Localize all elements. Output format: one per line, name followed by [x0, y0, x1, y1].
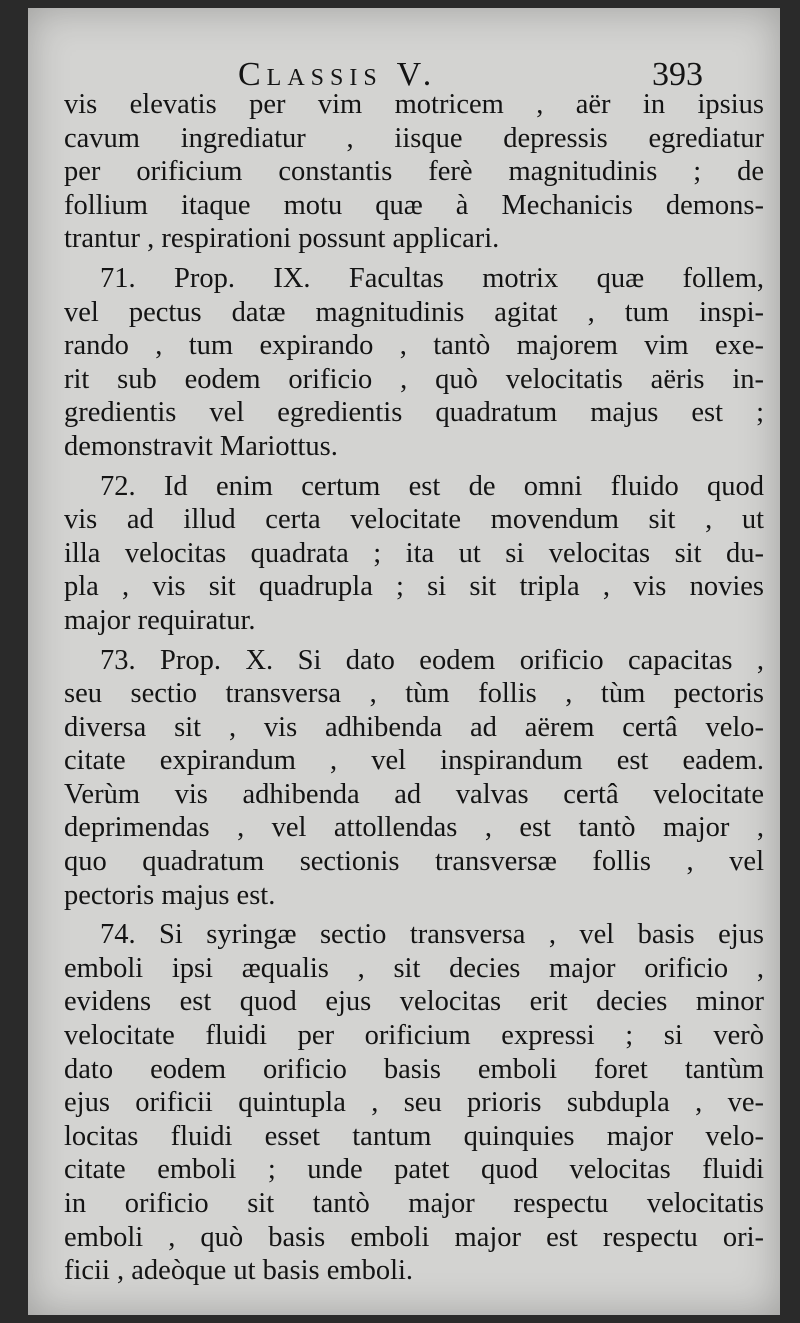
text-line: demonstravit Mariottus. — [64, 430, 338, 462]
text-line: citate emboli ; unde patet quod velocitas fluidi — [64, 1154, 764, 1186]
text-line: 72. Id enim certum est de omni fluido quod — [100, 470, 764, 502]
paragraph — [64, 88, 764, 256]
text-line: citate expirandum , vel inspirandum est eadem. — [64, 745, 764, 777]
text-line: ficii , adeòque ut basis emboli. — [64, 1255, 414, 1287]
paragraph — [64, 470, 764, 638]
text-line: vis elevatis per vim motricem , aër in ipsius — [64, 89, 764, 120]
text-line: rando , tum expirando , tantò majorem vim exe- — [64, 330, 764, 362]
paragraph — [64, 918, 764, 1288]
text-line: pla , vis sit quadrupla ; si sit tripla , vis novies — [64, 571, 764, 603]
text-line: trantur , respirationi possunt applicari. — [64, 223, 500, 255]
text-line: velocitate fluidi per orificium expressi ; si verò — [64, 1020, 764, 1052]
text-line: illa velocitas quadrata ; ita ut si velocitas sit du- — [64, 537, 764, 569]
text-line: evidens est quod ejus velocitas erit decies minor — [64, 986, 764, 1018]
text-line: emboli , quò basis emboli major est respectu ori- — [64, 1221, 764, 1253]
text-line: Verùm vis adhibenda ad valvas certâ velocitate — [64, 778, 764, 810]
text-line: pectoris majus est. — [64, 879, 276, 911]
text-line: follium itaque motu quæ à Mechanicis demons- — [64, 189, 764, 221]
text-line: quo quadratum sectionis transversæ follis , vel — [64, 846, 764, 878]
text-line: ejus orificii quintupla , seu prioris subdupla , ve- — [64, 1087, 764, 1119]
text-line: vel pectus datæ magnitudinis agitat , tum inspi- — [64, 296, 764, 328]
text-line: 74. Si syringæ sectio transversa , vel basis ejus — [100, 919, 764, 951]
text-line: rit sub eodem orificio , quò velocitatis aëris in- — [64, 363, 764, 395]
text-line: cavum ingrediatur , iisque depressis egrediatur — [64, 122, 764, 154]
text-line: locitas fluidi esset tantum quinquies major velo- — [64, 1120, 764, 1152]
text-line: deprimendas , vel attollendas , est tantò major , — [64, 812, 764, 844]
paragraph — [64, 262, 764, 464]
running-title: Classis V. — [238, 56, 438, 93]
text-line: seu sectio transversa , tùm follis , tùm pectoris — [64, 678, 764, 710]
page-number: 393 — [652, 56, 703, 93]
body-text — [64, 88, 764, 1288]
text-line: vis ad illud certa velocitate movendum sit , ut — [64, 504, 764, 536]
text-line: gredientis vel egredientis quadratum majus est ; — [64, 397, 764, 429]
text-line: in orificio sit tantò major respectu velocitatis — [64, 1188, 764, 1219]
text-line: 73. Prop. X. Si dato eodem orificio capacitas , — [100, 644, 764, 676]
text-line: dato eodem orificio basis emboli foret tantùm — [64, 1053, 764, 1085]
text-line: major requiratur. — [64, 604, 256, 636]
text-line: emboli ipsi æqualis , sit decies major orificio , — [64, 952, 764, 984]
text-line: per orificium constantis ferè magnitudinis ; de — [64, 156, 764, 188]
book-page — [28, 8, 780, 1315]
text-line: 71. Prop. IX. Facultas motrix quæ follem, — [100, 262, 764, 294]
text-line: diversa sit , vis adhibenda ad aërem certâ velo- — [64, 711, 764, 743]
paragraph — [64, 644, 764, 913]
